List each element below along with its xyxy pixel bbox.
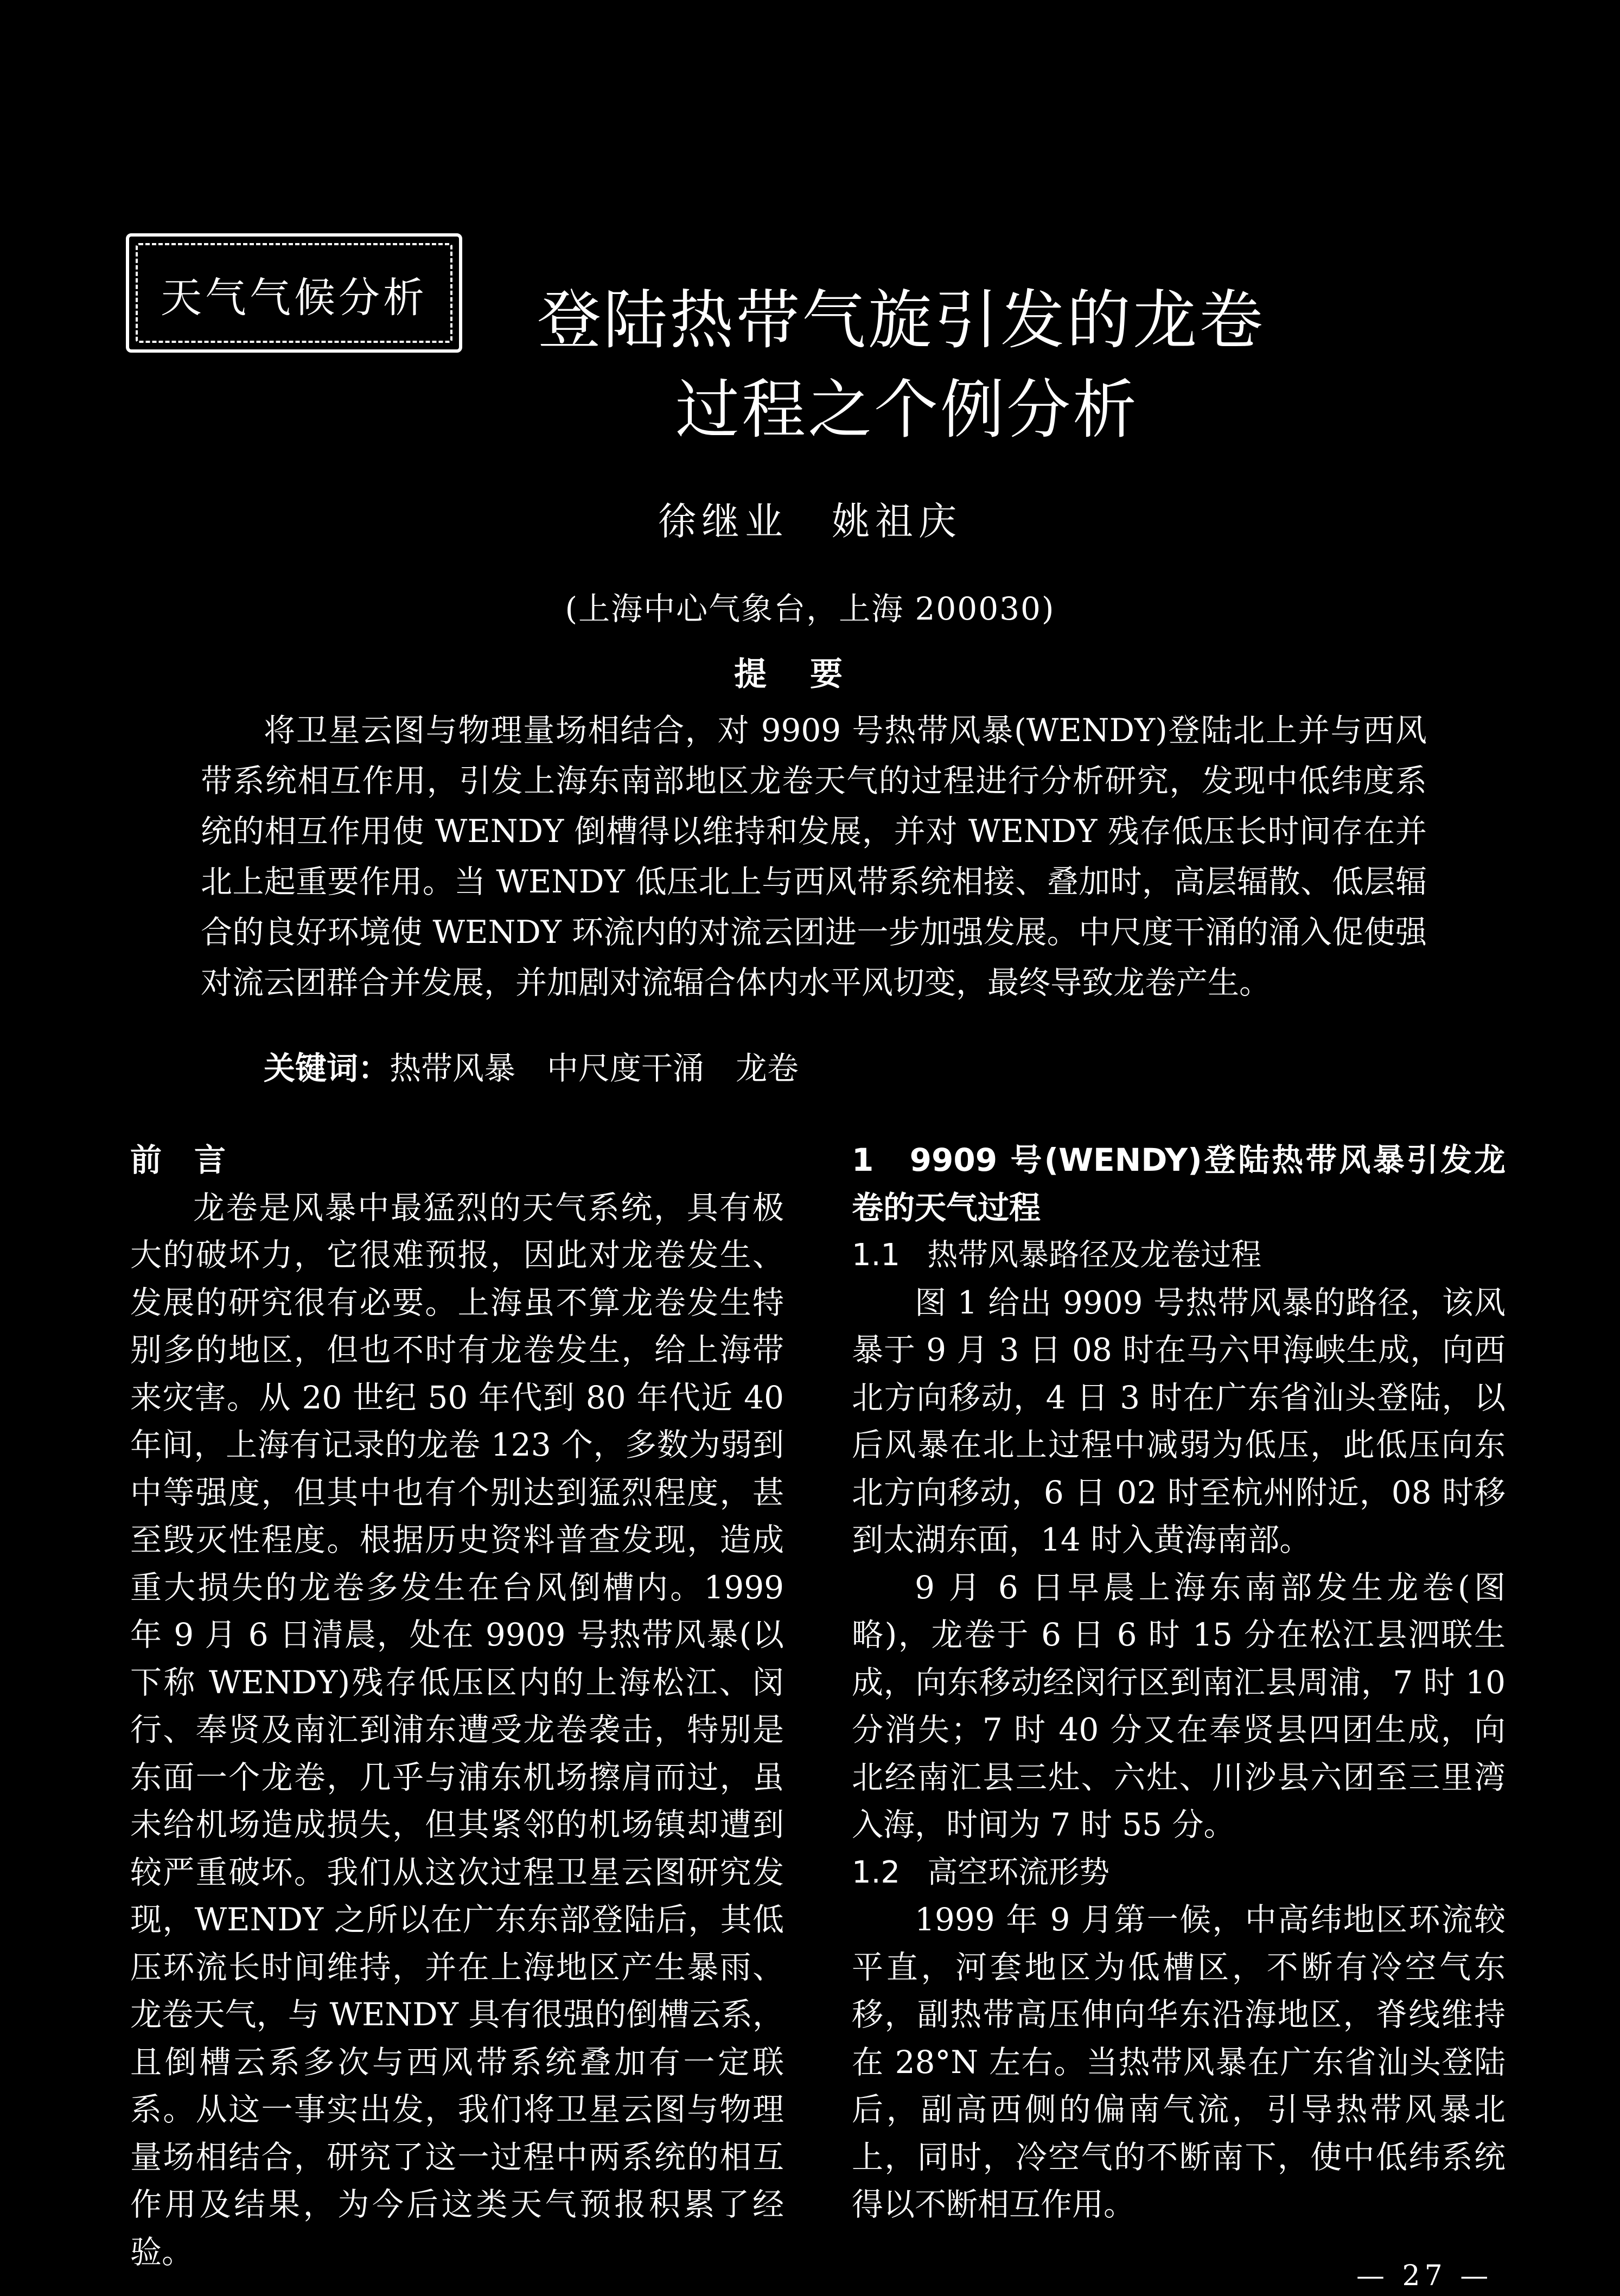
section-heading-preface: 前言 bbox=[130, 1141, 259, 1178]
subsection-number: 1.1 bbox=[852, 1238, 901, 1273]
title-line-1: 登陆热带气旋引发的龙卷 bbox=[537, 283, 1266, 358]
subsection-title: 高空环流形势 bbox=[927, 1854, 1110, 1890]
affiliation: (上海中心气象台，上海 200030) bbox=[565, 590, 1055, 627]
abstract-text: 将卫星云图与物理量场相结合，对 9909 号热带风暴(WENDY)登陆北上并与西风带系统相互作用，引发上海东南部地区龙卷天气的过程进行分析研究，发现中低纬度系统的相互作用使 WENDY 倒槽得以维持和发展，并对 WENDY 残存低压长时间存在并北上起重要作用。当 WENDY 低压北上与西风带系统相接、叠加时，高层辐散、低层辐合的良好环境使 WENDY 环流内的对流云团进一步加强发展。中尺度干涌的涌入促使强对流云团群合并发展，并加剧对流辐合体内水平风切变，最终导致龙卷产生。 bbox=[201, 712, 1427, 1001]
subsection-title: 热带风暴路径及龙卷过程 bbox=[927, 1238, 1262, 1273]
authors: 徐继业 姚祖庆 bbox=[658, 499, 962, 544]
subsection-heading-1-2 bbox=[852, 1849, 1506, 1897]
title-line-2: 过程之个例分析 bbox=[675, 372, 1139, 447]
section-heading-1: 1 9909 号(WENDY)登陆热带风暴引发龙卷的天气过程 bbox=[852, 1141, 1506, 1226]
abstract-heading: 提要 bbox=[734, 655, 886, 693]
subsection-heading-1-1 bbox=[852, 1232, 1506, 1279]
column-tag-label: 天气气候分析 bbox=[161, 273, 428, 322]
keywords-label: 关键词： bbox=[264, 1050, 390, 1087]
right-column bbox=[852, 1137, 1506, 2229]
paragraph: 1999 年 9 月第一候，中高纬地区环流较平直，河套地区为低槽区，不断有冷空气东移，副热带高压伸向华东沿海地区，脊线维持在 28°N 左右。当热带风暴在广东省汕头登陆后，副高西侧的偏南气流，引导热带风暴北上，同时，冷空气的不断南下，使中低纬系统得以不断相互作用。 bbox=[852, 1901, 1506, 2223]
paragraph: 图 1 给出 9909 号热带风暴的路径，该风暴于 9 月 3 日 08 时在马六甲海峡生成，向西北方向移动，4 日 3 时在广东省汕头登陆，以后风暴在北上过程中减弱为低压，此低压向东北方向移动，6 日 02 时至杭州附近，08 时移到太湖东面，14 时入黄海南部。 bbox=[852, 1284, 1506, 1558]
left-column bbox=[130, 1137, 784, 2276]
keywords bbox=[264, 1043, 799, 1088]
paragraph: 龙卷是风暴中最猛烈的天气系统，具有极大的破坏力，它很难预报，因此对龙卷发生、发展的研究很有必要。上海虽不算龙卷发生特别多的地区，但也不时有龙卷发生，给上海带来灾害。从 20 世纪 50 年代到 80 年代近 40 年间，上海有记录的龙卷 123 个，多数为弱到中等强度，但其中也有个别达到猛烈程度，甚至毁灭性程度。根据历史资料普查发现，造成重大损失的龙卷多发生在台风倒槽内。1999 年 9 月 6 日清晨，处在 9909 号热带风暴(以下称 WENDY)残存低压区内的上海松江、闵行、奉贤及南汇到浦东遭受龙卷袭击，特别是东面一个龙卷，几乎与浦东机场擦肩而过，虽未给机场造成损失，但其紧邻的机场镇却遭到较严重破坏。我们从这次过程卫星云图研究发现，WENDY 之所以在广东东部登陆后，其低压环流长时间维持，并在上海地区产生暴雨、龙卷天气，与 WENDY 具有很强的倒槽云系，且倒槽云系多次与西风带系统叠加有一定联系。从这一事实出发，我们将卫星云图与物理量场相结合，研究了这一过程中两系统的相互作用及结果，为今后这类天气预报积累了经验。 bbox=[130, 1189, 784, 2271]
keywords-list: 热带风暴 中尺度干涌 龙卷 bbox=[390, 1050, 799, 1087]
subsection-number: 1.2 bbox=[852, 1854, 901, 1890]
page-number: — 27 — bbox=[1356, 2260, 1493, 2292]
column-tag bbox=[126, 233, 462, 353]
paragraph: 9 月 6 日早晨上海东南部发生龙卷(图略)，龙卷于 6 日 6 时 15 分在松江县泗联生成，向东移动经闵行区到南汇县周浦，7 时 10 分消失；7 时 40 分又在奉贤县四团生成，向北经南汇县三灶、六灶、川沙县六团至三里湾入海，时间为 7 时 55 分。 bbox=[852, 1568, 1506, 1843]
